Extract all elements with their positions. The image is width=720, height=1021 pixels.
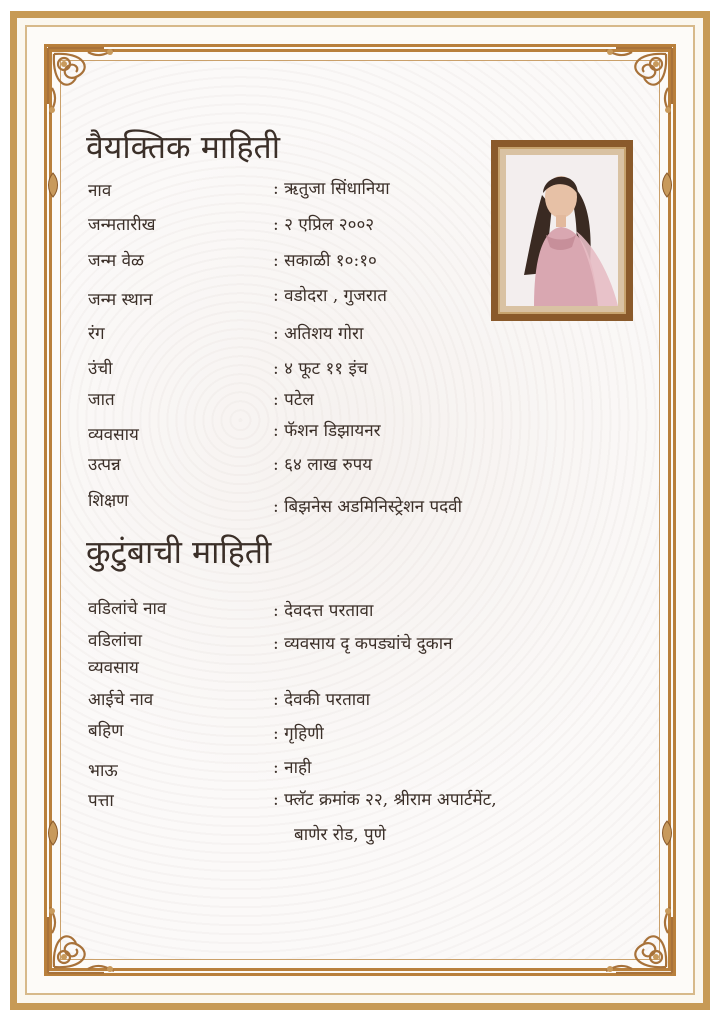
personal-info-heading: वैयक्तिक माहिती [86, 128, 281, 166]
income-label: उत्पन्न [88, 455, 121, 475]
caste-value: : पटेल [273, 390, 314, 410]
ornamental-side-icon [660, 172, 674, 198]
dob-value: : २ एप्रिल २००२ [273, 215, 375, 235]
occupation-label: व्यवसाय [88, 425, 139, 445]
father-name-label: वडिलांचे नाव [88, 599, 167, 619]
brother-label: भाऊ [88, 761, 118, 781]
address-value-line1: : फ्लॅट क्रमांक २२, श्रीराम अपार्टमेंट, [273, 790, 497, 810]
birth-place-value: : वडोदरा , गुजरात [273, 286, 387, 306]
father-occupation-label-line2: व्यवसाय [88, 658, 139, 678]
sister-value: : गृहिणी [273, 724, 324, 744]
ornamental-corner-icon [44, 44, 130, 130]
brother-value: : नाही [273, 758, 312, 778]
address-value-line2: बाणेर रोड, पुणे [294, 825, 386, 845]
birth-time-value: : सकाळी १०:१० [273, 251, 377, 271]
birth-place-label: जन्म स्थान [88, 290, 153, 310]
name-value: : ऋतुजा सिंधानिया [273, 179, 390, 199]
father-name-value: : देवदत्त परतावा [273, 601, 374, 621]
profile-photo-frame [491, 140, 633, 321]
caste-label: जात [88, 390, 115, 410]
income-value: : ६४ लाख रुपय [273, 455, 373, 475]
ornamental-side-icon [46, 172, 60, 198]
father-occupation-label-line1: वडिलांचा [88, 631, 143, 651]
education-value: : बिझनेस अडमिनिस्ट्रेशन पदवी [273, 497, 463, 517]
occupation-value: : फॅशन डिझायनर [273, 421, 381, 441]
mother-name-value: : देवकी परतावा [273, 690, 371, 710]
name-label: नाव [88, 181, 112, 201]
height-label: उंची [88, 359, 113, 379]
ornamental-side-icon [660, 820, 674, 846]
sister-label: बहिण [88, 721, 124, 741]
ornamental-side-icon [46, 820, 60, 846]
height-value: : ४ फूट ११ इंच [273, 359, 368, 379]
profile-photo [506, 155, 618, 306]
dob-label: जन्मतारीख [88, 215, 156, 235]
father-occupation-value: : व्यवसाय दृ कपड्यांचे दुकान [273, 634, 453, 654]
family-info-heading: कुटुंबाची माहिती [86, 533, 272, 571]
complexion-label: रंग [88, 324, 105, 344]
mother-name-label: आईचे नाव [88, 690, 154, 710]
ornamental-corner-icon [590, 891, 676, 977]
ornamental-corner-icon [590, 44, 676, 130]
address-label: पत्ता [88, 791, 114, 811]
birth-time-label: जन्म वेळ [88, 251, 144, 271]
complexion-value: : अतिशय गोरा [273, 324, 364, 344]
education-label: शिक्षण [88, 491, 129, 511]
ornamental-corner-icon [44, 891, 130, 977]
